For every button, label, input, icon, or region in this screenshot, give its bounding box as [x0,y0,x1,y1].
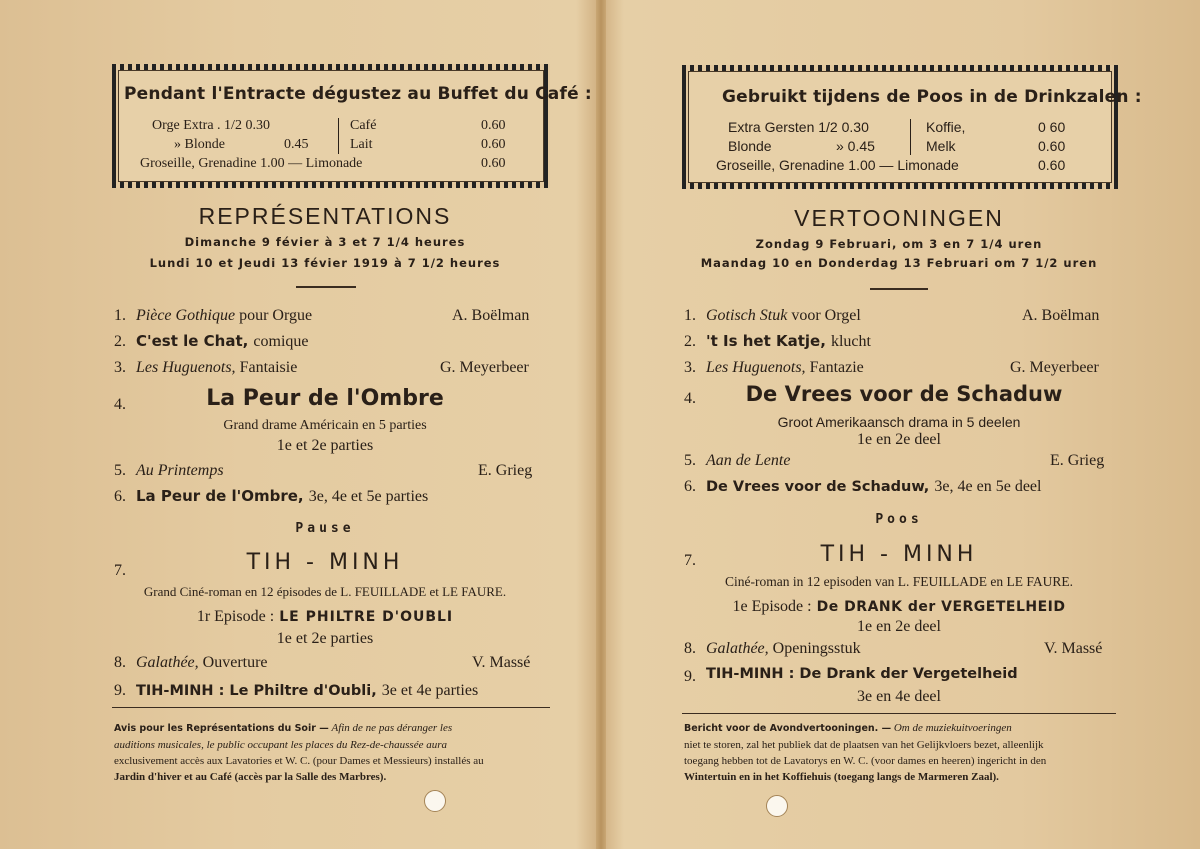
item-6-title: De Vrees voor de Schaduw, 3e, 4e en 5e deel [706,478,1042,495]
item-2-number: 2. [114,333,126,350]
item-1-number: 1. [114,307,126,324]
buffet-title: Gebruikt tijdens de Poos in de Drinkzalen : [722,87,1142,107]
notes-separator [682,713,1116,714]
buffet-column-divider [338,118,339,154]
item-5-number: 5. [114,462,126,479]
item-3-composer: G. Meyerbeer [1010,359,1099,376]
item-9-title: TIH-MINH : Le Philtre d'Oubli, 3e et 4e parties [136,682,479,699]
item-6-number: 6. [684,478,696,495]
buffet-title: Pendant l'Entracte dégustez au Buffet du Café : [124,84,592,104]
item-7-number: 7. [684,552,696,569]
item-9-number: 9. [114,682,126,699]
section-heading: REPRÉSENTATIONS [198,203,452,229]
buffet-row-2-price: » 0.45 [836,138,875,154]
buffet-row-3-item: Groseille, Grenadine 1.00 — Limonade [716,157,959,173]
buffet-row-1-price: 0.60 [481,118,506,133]
item-5-composer: E. Grieg [478,462,533,479]
buffet-box [682,65,1142,189]
item-1-composer: A. Boëlman [1022,307,1100,324]
item-7-title: TIH - MINH [246,550,404,575]
item-4-parts: 1e en 2e deel [857,431,941,448]
item-8-title: Galathée, Ouverture [136,654,268,671]
item-5-number: 5. [684,452,696,469]
item-1-composer: A. Boëlman [452,307,530,324]
buffet-row-2-item: Blonde [728,138,772,154]
ornament-divider [870,288,928,290]
buffet-row-3-price: 0.60 [481,156,506,171]
dates-line-2: Maandag 10 en Donderdag 13 Februari om 7 1/2 uren [700,256,1098,270]
buffet-row-1-item: Extra Gersten 1/2 0.30 [728,119,869,135]
buffet-row-1-item-b: Koffie, [926,119,966,135]
item-8-number: 8. [114,654,126,671]
item-4-subtitle: Groot Amerikaansch drama in 5 deelen [777,414,1021,430]
buffet-row-2-item-b: Melk [926,138,956,154]
buffet-row-2-price: 0.45 [284,137,309,152]
buffet-row-1-item-b: Café [350,118,377,133]
item-6-number: 6. [114,488,126,505]
item-3-title: Les Huguenots, Fantazie [706,359,864,376]
item-2-number: 2. [684,333,696,350]
item-4-title: De Vrees voor de Schaduw [745,382,1063,406]
item-4-parts: 1e et 2e parties [276,437,374,454]
item-4-number: 4. [114,396,126,413]
item-3-number: 3. [114,359,126,376]
item-2-title: C'est le Chat, comique [136,332,309,350]
item-7-parts: 1e en 2e deel [857,618,941,635]
item-4-number: 4. [684,390,696,407]
item-7-episode: 1e Episode : De DRANK der VERGETELHEID [732,598,1066,615]
buffet-row-3-price: 0.60 [1038,157,1066,173]
item-4-title: La Peur de l'Ombre [206,386,444,411]
item-3-number: 3. [684,359,696,376]
buffet-row-2-item-b: Lait [350,137,373,152]
dates-line-2: Lundi 10 et Jeudi 13 févier 1919 à 7 1/2 heures [149,256,501,270]
punch-hole [766,795,788,817]
item-9-title: TIH-MINH : De Drank der Vergetelheid [706,666,1018,682]
item-1-title: Gotisch Stuk voor Orgel [706,307,861,324]
pause-label: Pause [295,521,355,536]
left-page [0,0,598,849]
item-9-parts: 3e en 4e deel [857,688,941,705]
notes-separator [112,707,550,708]
buffet-row-2-price-b: 0.60 [481,137,506,152]
dates-line-1: Dimanche 9 févier à 3 et 7 1/4 heures [184,235,466,249]
pause-label: Poos [875,512,923,527]
item-5-title: Aan de Lente [706,452,791,469]
item-7-number: 7. [114,562,126,579]
buffet-box [112,64,592,188]
item-7-episode: 1r Episode : LE PHILTRE D'OUBLI [196,608,454,625]
item-6-title: La Peur de l'Ombre, 3e, 4e et 5e parties [136,487,429,505]
right-page [604,0,1200,849]
buffet-row-2-item: » Blonde [174,137,225,152]
item-7-title: TIH - MINH [820,542,978,567]
item-5-composer: E. Grieg [1050,452,1105,469]
buffet-row-1-item: Orge Extra . 1/2 0.30 [152,118,270,133]
buffet-row-3-item: Groseille, Grenadine 1.00 — Limonade [140,156,363,171]
buffet-column-divider [910,119,911,155]
item-9-number: 9. [684,668,696,685]
item-8-number: 8. [684,640,696,657]
item-8-composer: V. Massé [472,654,531,671]
item-1-number: 1. [684,307,696,324]
item-8-title: Galathée, Openingsstuk [706,640,861,657]
item-2-title: 't Is het Katje, klucht [706,332,871,350]
evening-note: Avis pour les Représentations du Soir — Afin de ne pas déranger les auditions musicales, le public occupant les places du Rez-de-chaussée aura exclusivement accès aux Lavatories et W. C. (pour Dames et Messieurs) installés au Jardin d'hiver et au Café (accès par la Salle des Marbres). [114,722,484,783]
punch-hole [424,790,446,812]
item-5-title: Au Printemps [136,462,224,479]
item-3-title: Les Huguenots, Fantaisie [136,359,298,376]
item-7-subtitle: Grand Ciné-roman en 12 épisodes de L. FEUILLADE et LE FAURE. [143,584,507,599]
evening-note: Bericht voor de Avondvertooningen. — Om de muziekuitvoeringen niet te storen, zal het publiek dat de plaatsen van het Gelijkvloers bezet, alleenlijk toegang hebben tot de Lavatorys en W. C. (voor dames en heeren) ingericht in den Wintertuin en in het Koffiehuis (toegang langs de Marmeren Zaal). [684,722,1047,783]
item-7-subtitle: Ciné-roman in 12 episoden van L. FEUILLADE en LE FAURE. [724,574,1074,589]
section-heading: VERTOONINGEN [794,205,1004,231]
dates-line-1: Zondag 9 Februari, om 3 en 7 1/4 uren [755,237,1043,251]
buffet-row-1-price: 0 60 [1038,119,1066,135]
ornament-divider [296,286,356,288]
item-3-composer: G. Meyerbeer [440,359,529,376]
item-1-title: Pièce Gothique pour Orgue [136,307,313,324]
item-7-parts: 1e et 2e parties [276,630,374,647]
buffet-row-2-price-b: 0.60 [1038,138,1066,154]
item-8-composer: V. Massé [1044,640,1103,657]
item-4-subtitle: Grand drame Américain en 5 parties [223,418,427,433]
